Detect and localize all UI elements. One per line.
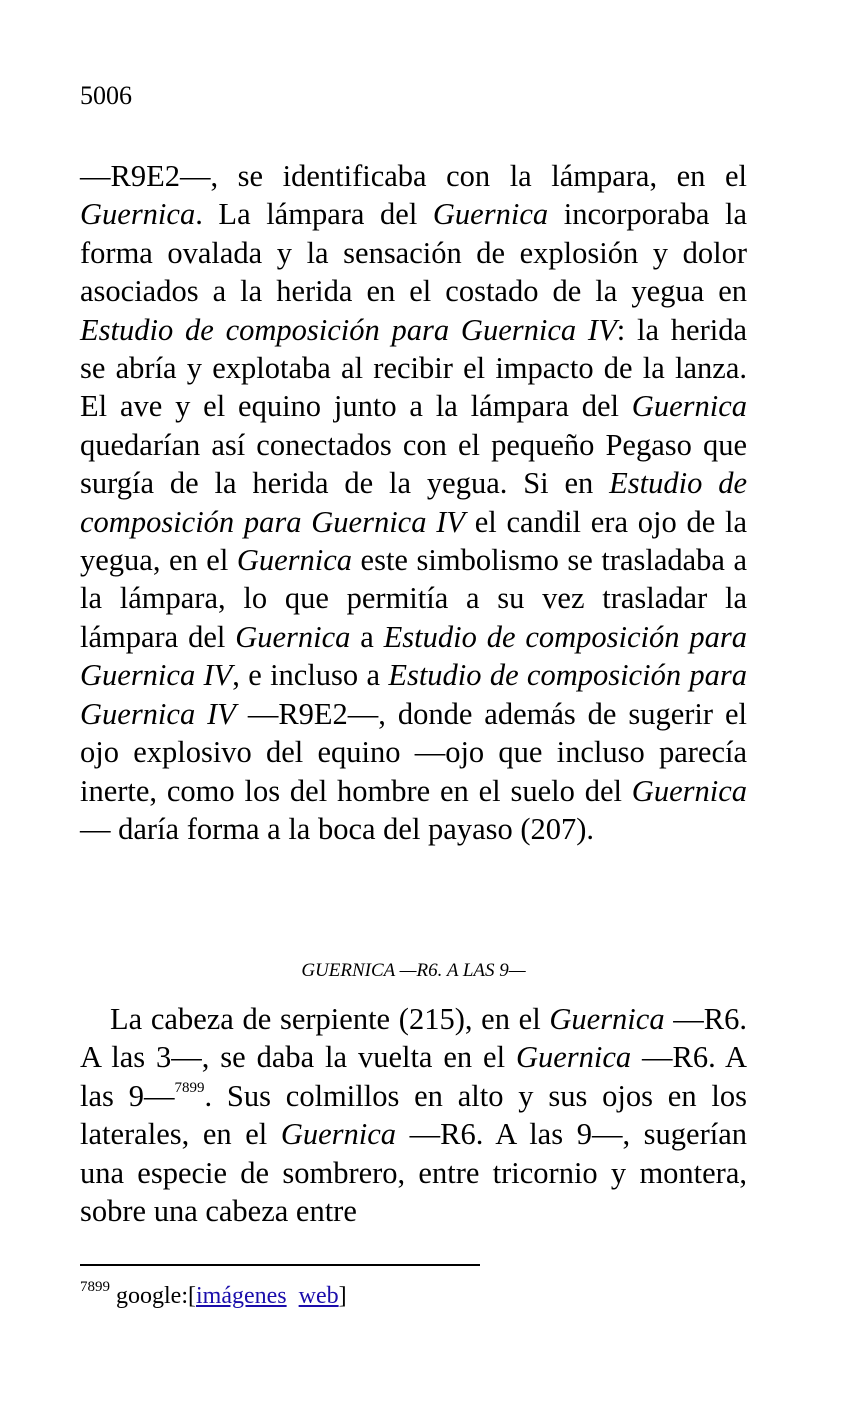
italic-title: Guernica — [236, 543, 353, 578]
italic-title: Guernica — [235, 619, 351, 654]
italic-title: Guernica — [631, 389, 747, 424]
italic-title: Guernica — [515, 1040, 632, 1075]
page-number: 5006 — [80, 81, 132, 110]
text-run: . La lámpara del — [195, 197, 433, 232]
italic-title: Guernica — [549, 1002, 665, 1036]
italic-title: Guernica — [631, 773, 747, 808]
footnote-number: 7899 — [80, 1279, 110, 1295]
text-run: —R9E2—, se identificaba con la lámpara, en el — [80, 159, 747, 193]
body-paragraph — [80, 157, 747, 848]
text-run: —R6. A las 9— — [80, 1040, 748, 1113]
italic-title: Guernica — [80, 197, 196, 232]
text-run: el candil era ojo de la yegua, en el — [80, 504, 747, 578]
italic-title: Estudio de composición para Guernica IV — [80, 466, 747, 539]
footnote-suffix: ] — [338, 1283, 347, 1309]
footnote-reference: 7899 — [174, 1079, 205, 1096]
italic-title: Estudio de composición para Guernica IV — [80, 619, 747, 693]
italic-title: Guernica — [280, 1117, 397, 1152]
text-run: : la herida se abría y explotaba al recibir el impacto de la lanza. El ave y el equino junto a la lámpara del — [80, 312, 747, 424]
text-run: —R6. A las 3—, se daba la vuelta en el — [80, 1002, 747, 1075]
text-run: —R9E2—, donde además de sugerir el ojo explosivo del equino —ojo que incluso parecía inerte, como los del hombre en el suelo del — [80, 696, 747, 808]
text-run: a — [350, 619, 384, 654]
section-heading: GUERNICA —R6. A LAS 9— — [301, 960, 526, 981]
text-run: , e incluso a — [232, 658, 389, 693]
italic-title: Guernica — [432, 197, 549, 232]
footnote — [80, 1280, 347, 1312]
text-run: —R6. A las 9—, sugerían una especie de sombrero, entre tricornio y montera, sobre una cabeza entre — [80, 1117, 747, 1229]
footnote-divider — [80, 1264, 480, 1266]
italic-title: Estudio de composición para Guernica IV — [80, 312, 617, 347]
images-link[interactable]: imágenes — [195, 1283, 287, 1309]
text-run: La cabeza de serpiente (215), en el — [110, 1002, 550, 1036]
text-run: . Sus colmillos en alto y sus ojos en los laterales, en el — [80, 1078, 747, 1152]
text-run: incorporaba la forma ovalada y la sensación de explosión y dolor asociados a la herida en el costado de la yegua en — [80, 197, 747, 309]
italic-title: Estudio de composición para Guernica IV — [80, 658, 747, 731]
text-run: quedarían así conectados con el pequeño Pegaso que surgía de la herida de la yegua. Si en — [80, 427, 747, 501]
body-paragraph — [80, 1000, 747, 1230]
text-run: — daría forma a la boca del payaso (207). — [80, 811, 595, 846]
web-link[interactable]: web — [298, 1283, 339, 1309]
footnote-prefix: google:[ — [110, 1283, 196, 1309]
text-run: este simbolismo se trasladaba a la lámpara, lo que permitía a su vez trasladar la lámpara del — [80, 543, 748, 654]
